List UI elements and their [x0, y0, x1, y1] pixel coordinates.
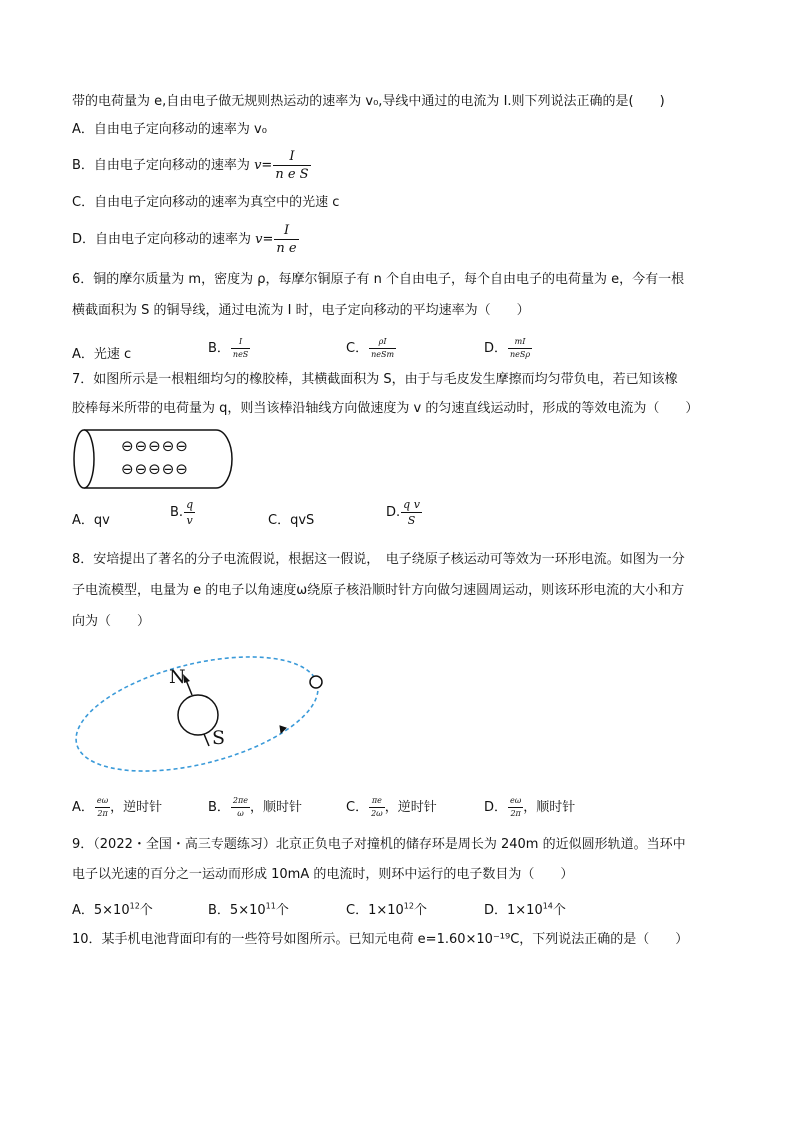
q9-option-c-unit: 个: [413, 903, 427, 918]
q6-option-c-fraction: [369, 338, 396, 359]
q8-option-d-fraction: [508, 797, 523, 818]
q6-option-d-label: D．: [484, 341, 508, 356]
q9-option-d-exponent: 14: [542, 901, 553, 911]
q9-option-b-base: B．5×10: [208, 903, 266, 918]
q7-option-d: [386, 499, 422, 526]
north-pole-label: N: [169, 666, 186, 688]
q6-option-d: [484, 337, 532, 359]
q5-option-d-text: D．自由电子定向移动的速率为: [72, 232, 256, 247]
q7-option-d-numerator: q v: [403, 498, 420, 511]
q6-option-b-label: B．: [208, 341, 230, 356]
q8-option-d-numerator: eω: [508, 797, 523, 808]
q9-option-d-unit: 个: [552, 903, 566, 918]
q8-option-c-label: C．: [346, 800, 369, 815]
molecular-current-figure: [72, 648, 332, 778]
negative-charges-row-1: ⊖⊖⊖⊖⊖: [121, 437, 189, 455]
q6-option-b-denominator: neS: [232, 350, 249, 359]
q6-option-d-numerator: mI: [508, 338, 532, 349]
q5-option-b-fraction: [273, 150, 310, 181]
q8-option-c-denominator: 2ω: [371, 809, 383, 818]
q8-option-b-denominator: ω: [237, 809, 244, 818]
magnet-axis-south: [204, 734, 209, 746]
q6-option-c: [346, 337, 396, 359]
q9-option-b: [208, 899, 289, 918]
q5-option-d-var: v: [255, 232, 263, 247]
q6-option-c-denominator: neSm: [371, 350, 395, 359]
q8-option-c-direction: ，逆时针: [384, 800, 437, 815]
q7-option-b-numerator: q: [186, 498, 194, 511]
q5-option-b-var: v: [254, 158, 262, 173]
q7-option-d-denominator: S: [407, 514, 416, 527]
q6-option-b: [208, 337, 250, 359]
q7-stem-line2: 胶棒每米所带的电荷量为 q，则当该棒沿轴线方向做速度为 v 的匀速直线运动时，形成的等效电流为（ ）: [72, 401, 699, 416]
q5-option-a: A．自由电子定向移动的速率为 v₀: [72, 122, 267, 137]
q6-option-d-fraction: [508, 338, 532, 359]
q8-option-c: [346, 796, 437, 818]
q8-option-c-fraction: [369, 797, 385, 818]
q8-option-b-numerator: 2πe: [231, 797, 250, 808]
q7-option-d-fraction: [401, 499, 422, 526]
q5-option-d-denominator: n e: [276, 241, 297, 256]
q5-option-d-eq: =: [262, 232, 274, 247]
orbit-direction-arrow: [280, 726, 286, 733]
q9-option-d: [484, 899, 566, 918]
negative-charges-row-2: ⊖⊖⊖⊖⊖: [121, 460, 189, 478]
magnet-axis-north: [186, 680, 192, 695]
q6-option-c-numerator: ρI: [369, 338, 396, 349]
q8-option-d-denominator: 2π: [510, 809, 521, 818]
q9-option-b-exponent: 11: [265, 901, 276, 911]
q6-option-b-numerator: I: [231, 338, 250, 349]
q8-option-b-direction: ，顺时针: [250, 800, 303, 815]
q5-option-d-fraction: [274, 224, 298, 255]
electron: [310, 676, 322, 688]
q5-option-b-numerator: I: [273, 150, 310, 166]
q8-stem-line1: 8．安培提出了著名的分子电流假说，根据这一假说， 电子绕原子核运动可等效为一环形电流。如图为一分: [72, 552, 685, 567]
q5-option-b-text: B．自由电子定向移动的速率为: [72, 158, 255, 173]
q6-option-a: A．光速 c: [72, 347, 132, 362]
q8-option-a-denominator: 2π: [97, 809, 108, 818]
q5-option-d-numerator: I: [274, 224, 298, 240]
q7-option-b-label: B.: [170, 505, 184, 520]
q5-stem: 带的电荷量为 e,自由电子做无规则热运动的速率为 v₀,导线中通过的电流为 I.则下列说法正确的是( ): [72, 94, 665, 109]
q5-option-b-denominator: n e S: [275, 167, 309, 182]
q9-option-c: [346, 899, 427, 918]
q7-stem-line1: 7．如图所示是一根粗细均匀的橡胶棒，其横截面积为 S，由于与毛皮发生摩擦而均匀带负电，若已知该橡: [72, 372, 678, 387]
q9-option-a-base: A．5×10: [72, 903, 130, 918]
q6-stem-line1: 6．铜的摩尔质量为 m，密度为 ρ，每摩尔铜原子有 n 个自由电子，每个自由电子的电荷量为 e，今有一根: [72, 272, 685, 287]
q9-option-c-base: C．1×10: [346, 903, 404, 918]
q9-option-a-exponent: 12: [129, 901, 140, 911]
q8-option-d: [484, 796, 575, 818]
q7-option-b-fraction: [184, 499, 195, 526]
q8-option-a: [72, 796, 162, 818]
q7-option-c: C．qvS: [268, 513, 315, 528]
q6-stem-line2: 横截面积为 S 的铜导线，通过电流为 I 时，电子定向移动的平均速率为（ ）: [72, 303, 530, 318]
q8-option-c-numerator: πe: [369, 797, 385, 808]
q9-option-a: [72, 899, 153, 918]
q5-option-c: C．自由电子定向移动的速率为真空中的光速 c: [72, 195, 340, 210]
q8-option-d-label: D．: [484, 800, 508, 815]
q8-option-d-direction: ，顺时针: [523, 800, 576, 815]
q7-option-b: [170, 499, 195, 526]
q7-option-a: A．qv: [72, 513, 110, 528]
rod-end-face: [74, 430, 94, 488]
q8-option-b: [208, 796, 302, 818]
q8-option-a-label: A．: [72, 800, 94, 815]
q8-option-b-label: B．: [208, 800, 230, 815]
q7-option-d-label: D.: [386, 505, 401, 520]
q8-option-a-numerator: eω: [95, 797, 110, 808]
q6-option-c-label: C．: [346, 341, 369, 356]
q6-option-d-denominator: neSρ: [510, 350, 531, 359]
q9-option-b-unit: 个: [275, 903, 289, 918]
q8-option-b-fraction: [231, 797, 250, 818]
q9-stem-line2: 电子以光速的百分之一运动而形成 10mA 的电流时，则环中运行的电子数目为（ ）: [72, 867, 574, 882]
q8-option-a-direction: ，逆时针: [110, 800, 163, 815]
q8-stem-line2: 子电流模型，电量为 e 的电子以角速度ω绕原子核沿顺时针方向做匀速圆周运动，则该环形电流的大小和方: [72, 583, 685, 598]
q8-option-a-fraction: [95, 797, 110, 818]
q8-stem-line3: 向为（ ）: [72, 614, 151, 629]
q10-stem-line1: 10．某手机电池背面印有的一些符号如图所示。已知元电荷 e=1.60×10⁻¹⁹C，下列说法正确的是（ ）: [72, 932, 689, 947]
q5-option-b-eq: =: [261, 158, 273, 173]
q6-option-b-fraction: [231, 338, 250, 359]
q9-stem-line1: 9．（2022・全国・高三专题练习）北京正负电子对撞机的储存环是周长为 240m 的近似圆形轨道。当环中: [72, 837, 686, 852]
q7-option-b-denominator: v: [186, 514, 193, 527]
q9-option-d-base: D．1×10: [484, 903, 543, 918]
q9-option-a-unit: 个: [139, 903, 153, 918]
q5-option-b: [72, 150, 311, 181]
q9-option-c-exponent: 12: [403, 901, 414, 911]
q5-option-d: [72, 224, 299, 255]
south-pole-label: S: [212, 727, 226, 749]
